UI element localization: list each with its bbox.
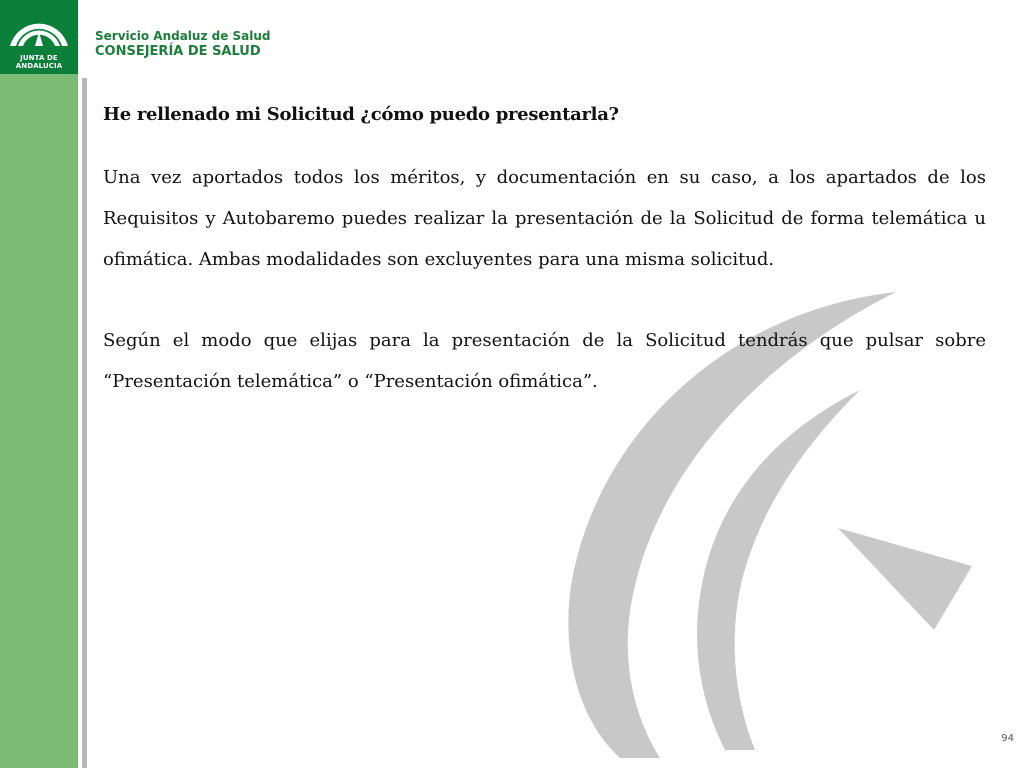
logo-caption: JUNTA DE ANDALUCIA [15, 54, 63, 70]
paragraph-1: Una vez aportados todos los méritos, y documentación en su caso, a los apartados de los Requisitos y Autobaremo puedes realizar la presentación de la Solicitud de forma telemática u ofimática. Ambas modalidades son excluyentes para una misma solicitud. [103, 167, 986, 270]
left-green-stripe [0, 0, 78, 768]
paragraph-2: Según el modo que elijas para la presentación de la Solicitud tendrás que pulsar sobre “Presentación telemática” o “Presentación ofimática”. [103, 330, 986, 392]
vertical-divider [82, 78, 87, 768]
slide-title: He rellenado mi Solicitud ¿cómo puedo presentarla? [103, 104, 619, 125]
org-name: Servicio Andaluz de Salud [95, 29, 271, 43]
slide-content [103, 104, 986, 442]
junta-logo [0, 0, 78, 74]
junta-logo-icon [4, 6, 74, 52]
organization-header [95, 28, 271, 60]
page-number: 94 [1001, 733, 1014, 744]
ministry-name: CONSEJERÍA DE SALUD [95, 44, 261, 59]
